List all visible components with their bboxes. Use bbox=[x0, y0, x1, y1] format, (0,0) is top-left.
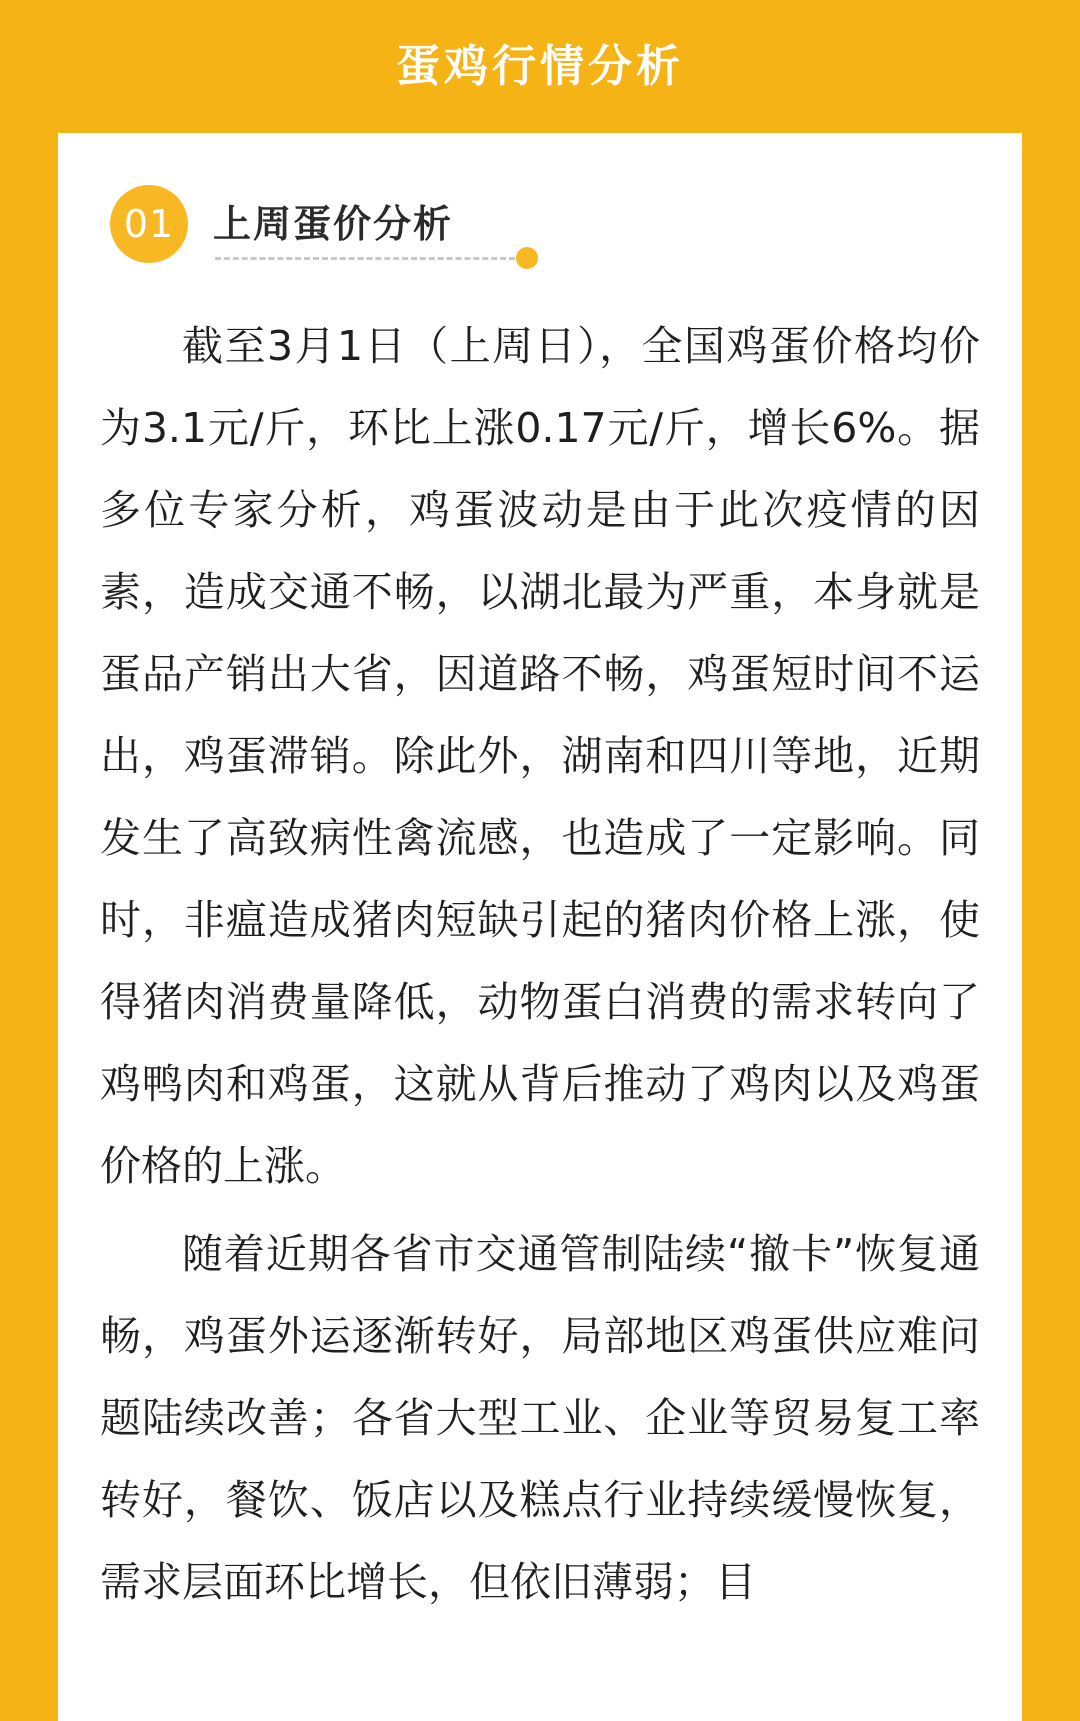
article-body bbox=[100, 305, 980, 1623]
paragraph: 随着近期各省市交通管制陆续“撤卡”恢复通畅，鸡蛋外运逐渐转好，局部地区鸡蛋供应难问题陆续改善；各省大型工业、企业等贸易复工率转好，餐饮、饭店以及糕点行业持续缓慢恢复，需求层面环比增长，但依旧薄弱；目 bbox=[100, 1230, 980, 1606]
section-number-badge: 01 bbox=[110, 185, 188, 263]
page-title: 蛋鸡行情分析 bbox=[396, 40, 684, 92]
section-title: 上周蛋价分析 bbox=[213, 202, 454, 246]
article-card bbox=[58, 133, 1022, 1721]
divider-dot-icon bbox=[516, 247, 538, 269]
page-header bbox=[0, 0, 1080, 133]
dashed-divider bbox=[215, 257, 515, 260]
section-heading bbox=[110, 185, 1022, 275]
paragraph: 截至3月1日（上周日），全国鸡蛋价格均价为3.1元/斤，环比上涨0.17元/斤，增长6%。据多位专家分析，鸡蛋波动是由于此次疫情的因素，造成交通不畅，以湖北最为严重，本身就是蛋品产销出大省，因道路不畅，鸡蛋短时间不运出，鸡蛋滞销。除此外，湖南和四川等地，近期发生了高致病性禽流感，也造成了一定影响。同时，非瘟造成猪肉短缺引起的猪肉价格上涨，使得猪肉消费量降低，动物蛋白消费的需求转向了鸡鸭肉和鸡蛋，这就从背后推动了鸡肉以及鸡蛋价格的上涨。 bbox=[100, 322, 980, 1190]
